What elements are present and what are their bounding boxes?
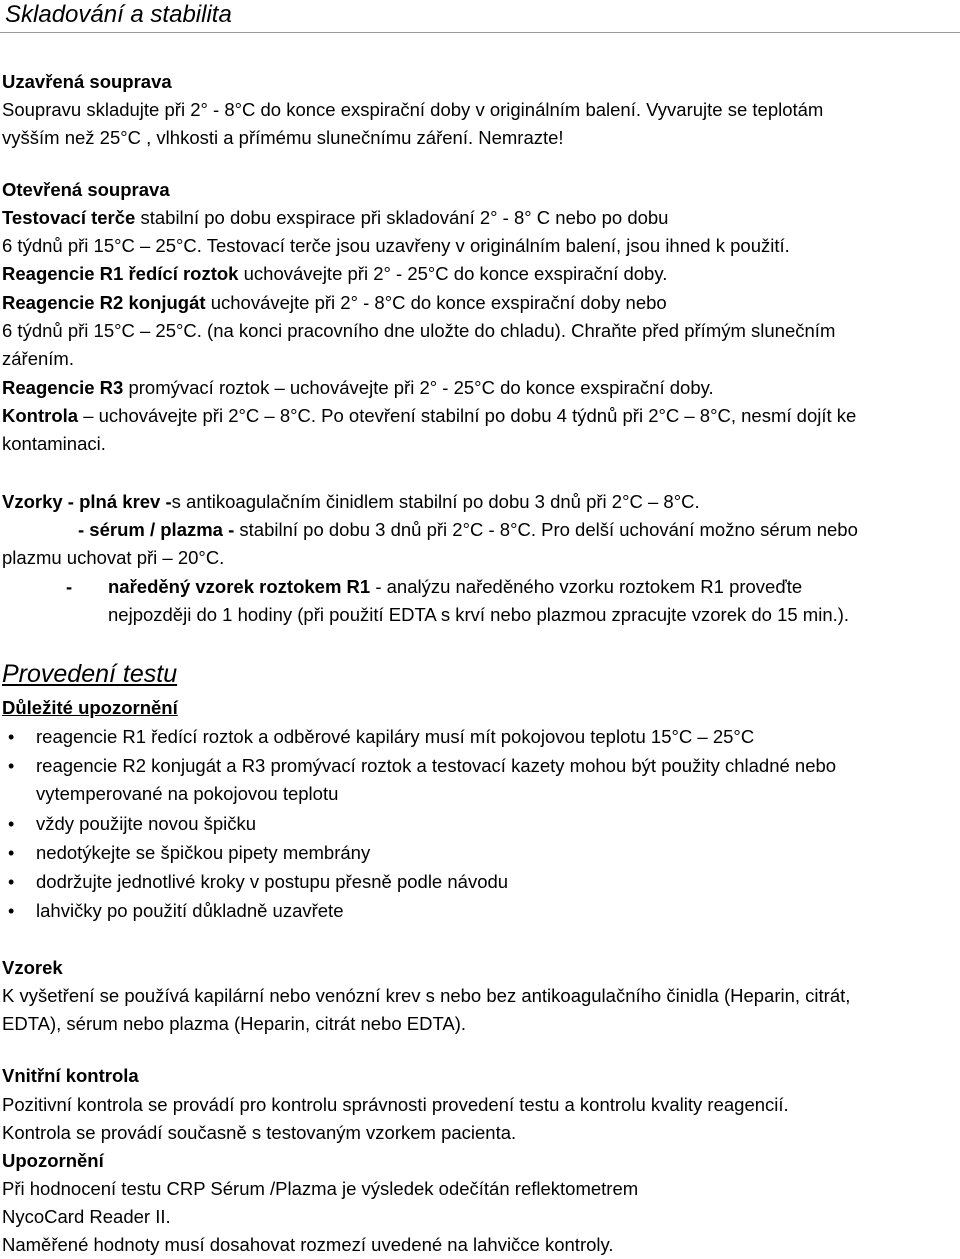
serum-plasma-text: stabilní po dobu 3 dnů při 2°C - 8°C. Pro delší uchování možno sérum nebo <box>234 519 858 540</box>
page-title: Skladování a stabilita <box>5 1 232 28</box>
bullet-item: nedotýkejte se špičkou pipety membrány <box>36 842 371 863</box>
diluted-sample-dash: - <box>66 576 73 597</box>
internal-control-heading: Vnitřní kontrola <box>2 1065 139 1086</box>
open-kit-heading: Otevřená souprava <box>2 179 170 200</box>
bullet-marker: • <box>8 756 15 776</box>
r2-line-3: zářením. <box>2 348 74 369</box>
internal-control-line-1: Pozitivní kontrola se provádí pro kontrolu správnosti provedení testu a kontrolu kvality reagencií. <box>2 1094 789 1115</box>
bullet-item: reagencie R2 konjugát a R3 promývací roztok a testovací kazety mohou být použity chladné nebo <box>36 755 837 776</box>
important-heading: Důležité upozornění <box>2 697 178 718</box>
bullet-item: reagencie R1 ředící roztok a odběrové kapiláry musí mít pokojovou teplotu 15°C – 25°C <box>36 726 755 747</box>
r1-text: uchovávejte při 2° - 25°C do konce exspirační doby. <box>238 263 668 284</box>
r2-line <box>2 291 667 315</box>
whole-blood-label: Vzorky - plná krev - <box>2 491 172 512</box>
r3-line <box>2 376 714 400</box>
bullet-item: vždy použijte novou špičku <box>36 813 257 834</box>
r2-text: uchovávejte při 2° - 8°C do konce exspirační doby nebo <box>205 292 667 313</box>
r3-label: Reagencie R3 <box>2 377 124 398</box>
samples-line-1 <box>2 490 700 514</box>
bullet-marker: • <box>8 727 15 747</box>
r2-line-2: 6 týdnů při 15°C – 25°C. (na konci pracovního dne uložte do chladu). Chraňte před přímým slunečním <box>2 320 836 341</box>
samples-line-3: plazmu uchovat při – 20°C. <box>2 547 225 568</box>
closed-kit-heading: Uzavřená souprava <box>2 71 172 92</box>
bullet-item: dodržujte jednotlivé kroky v postupu přesně podle návodu <box>36 871 509 892</box>
closed-kit-line-1: Soupravu skladujte při 2° - 8°C do konce exspirační doby v originálním balení. Vyvarujte se teplotám <box>2 99 824 120</box>
samples-line-5: nejpozději do 1 hodiny (při použití EDTA s krví nebo plazmou zpracujte vzorek do 15 min.). <box>108 604 850 625</box>
internal-control-line-2: Kontrola se provádí současně s testovaným vzorkem pacienta. <box>2 1122 517 1143</box>
closed-kit-line-2: vyšším než 25°C , vlhkosti a přímému slunečnímu záření. Nemrazte! <box>2 127 564 148</box>
open-kit-line-1 <box>2 206 668 230</box>
bullet-item-continuation: vytemperované na pokojovou teplotu <box>36 783 339 804</box>
bullet-marker: • <box>8 843 15 863</box>
samples-line-4 <box>108 575 802 599</box>
r1-line <box>2 262 667 286</box>
specimen-heading: Vzorek <box>2 957 63 978</box>
bullet-marker: • <box>8 872 15 892</box>
test-discs-text: stabilní po dobu exspirace při skladování 2° - 8° C nebo po dobu <box>135 207 669 228</box>
warning-line-3: Naměřené hodnoty musí dosahovat rozmezí uvedené na lahvičce kontroly. <box>2 1234 614 1255</box>
warning-line-1: Při hodnocení testu CRP Sérum /Plazma je výsledek odečítán reflektometrem <box>2 1178 639 1199</box>
whole-blood-text: s antikoagulačním činidlem stabilní po dobu 3 dnů při 2°C – 8°C. <box>171 491 700 512</box>
r1-label: Reagencie R1 ředící roztok <box>2 263 239 284</box>
test-discs-label: Testovací terče <box>2 207 136 228</box>
r2-label: Reagencie R2 konjugát <box>2 292 206 313</box>
control-label: Kontrola <box>2 405 79 426</box>
open-kit-line-2: 6 týdnů při 15°C – 25°C. Testovací terče jsou uzavřeny v originálním balení, jsou ihned k použití. <box>2 235 790 256</box>
bullet-item: lahvičky po použití důkladně uzavřete <box>36 900 344 921</box>
specimen-line-2: EDTA), sérum nebo plazma (Heparin, citrát nebo EDTA). <box>2 1013 467 1034</box>
control-text: – uchovávejte při 2°C – 8°C. Po otevření stabilní po dobu 4 týdnů při 2°C – 8°C, nesmí dojít ke <box>78 405 857 426</box>
diluted-sample-label: naředěný vzorek roztokem R1 <box>108 576 371 597</box>
r3-text: promývací roztok – uchovávejte při 2° - 25°C do konce exspirační doby. <box>123 377 714 398</box>
bullet-marker: • <box>8 901 15 921</box>
samples-line-2 <box>78 518 858 542</box>
serum-plasma-label: - sérum / plazma - <box>78 519 235 540</box>
warning-line-2: NycoCard Reader II. <box>2 1206 171 1227</box>
control-line <box>2 404 856 428</box>
control-line-2: kontaminaci. <box>2 433 106 454</box>
warning-heading: Upozornění <box>2 1150 104 1171</box>
procedure-heading: Provedení testu <box>2 660 178 688</box>
diluted-sample-text: - analýzu naředěného vzorku roztokem R1 proveďte <box>370 576 803 597</box>
title-bar <box>0 0 960 33</box>
bullet-marker: • <box>8 814 15 834</box>
specimen-line-1: K vyšetření se používá kapilární nebo venózní krev s nebo bez antikoagulačního činidla (Heparin, citrát, <box>2 985 851 1006</box>
